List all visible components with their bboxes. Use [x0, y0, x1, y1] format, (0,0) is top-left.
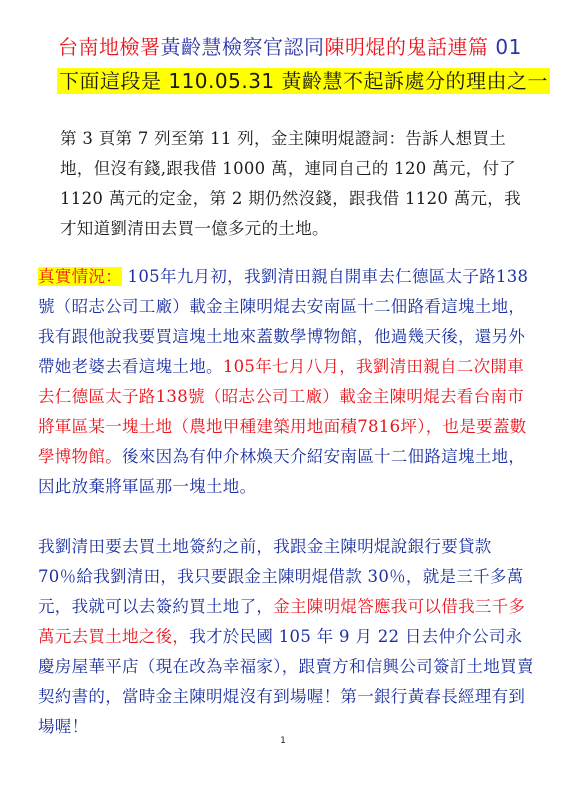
- truth-part-2: 105年七月八月，我劉清田親自二次開車去仁德區太子路138號（昭志公司工廠）載金主陳明焜去看台南市將軍區某一塊土地（農地甲種建築用地面積7816坪），也是要蓋數學博物館。: [38, 357, 527, 466]
- signing-part-1: 我劉清田要去買土地簽約之前，我跟金主陳明焜說銀行要貸款 70％給我劉清田，我只要跟金主陳明焜借款 30％，就是三千多萬元，我就可以去簽約買土地了，: [38, 537, 524, 616]
- title-prosecutor: 黃齡慧檢察官認同: [160, 35, 325, 59]
- truth-part-3: 後來因為有仲介林煥天介紹安南區十二佃路這塊土地，因此放棄將軍區那一塊土地。: [38, 447, 526, 496]
- signing-part-2: 金主陳明焜答應我可以借我三千多萬元去買土地之後，: [38, 597, 526, 646]
- document-subtitle: 下面這段是 110.05.31 黃齡慧不起訴處分的理由之一: [59, 69, 549, 93]
- title-office: 台南地檢署: [58, 35, 161, 59]
- signing-part-3: 我才於民國 105 年 9 月 22 日去仲介公司永慶房屋華平店（現在改為幸福家），跟賣方和信興公司簽訂土地買賣契約書的，當時金主陳明焜沒有到場喔！第一銀行黃春長經理有到場喔！: [38, 627, 534, 736]
- page-number: 1: [280, 736, 286, 746]
- truth-part-1: 105年九月初，我劉清田親自開車去仁德區太子路138號（昭志公司工廠）載金主陳明焜去安南區十二佃路看這塊土地，我有跟他說我要買這塊土地來蓋數學博物館，他過幾天後，還另外帶她老婆去看這塊土地。: [38, 267, 529, 376]
- title-part-number: 01: [488, 35, 522, 59]
- document-title: [58, 34, 522, 60]
- quoted-testimony: 第 3 頁第 7 列至第 11 列，金主陳明焜證詞：告訴人想買土地，但沒有錢,跟我借 1000 萬，連同自己的 120 萬元，付了 1120 萬元的定金，第 2 期仍然沒錢，跟我借 1120 萬元，我才知道劉清田去買一億多元的土地。: [60, 129, 521, 238]
- title-subject: 陳明焜的鬼話連篇: [324, 35, 489, 59]
- truth-paragraph: [38, 262, 534, 502]
- truth-label: 真實情況：: [38, 267, 122, 286]
- signing-paragraph: [38, 532, 534, 742]
